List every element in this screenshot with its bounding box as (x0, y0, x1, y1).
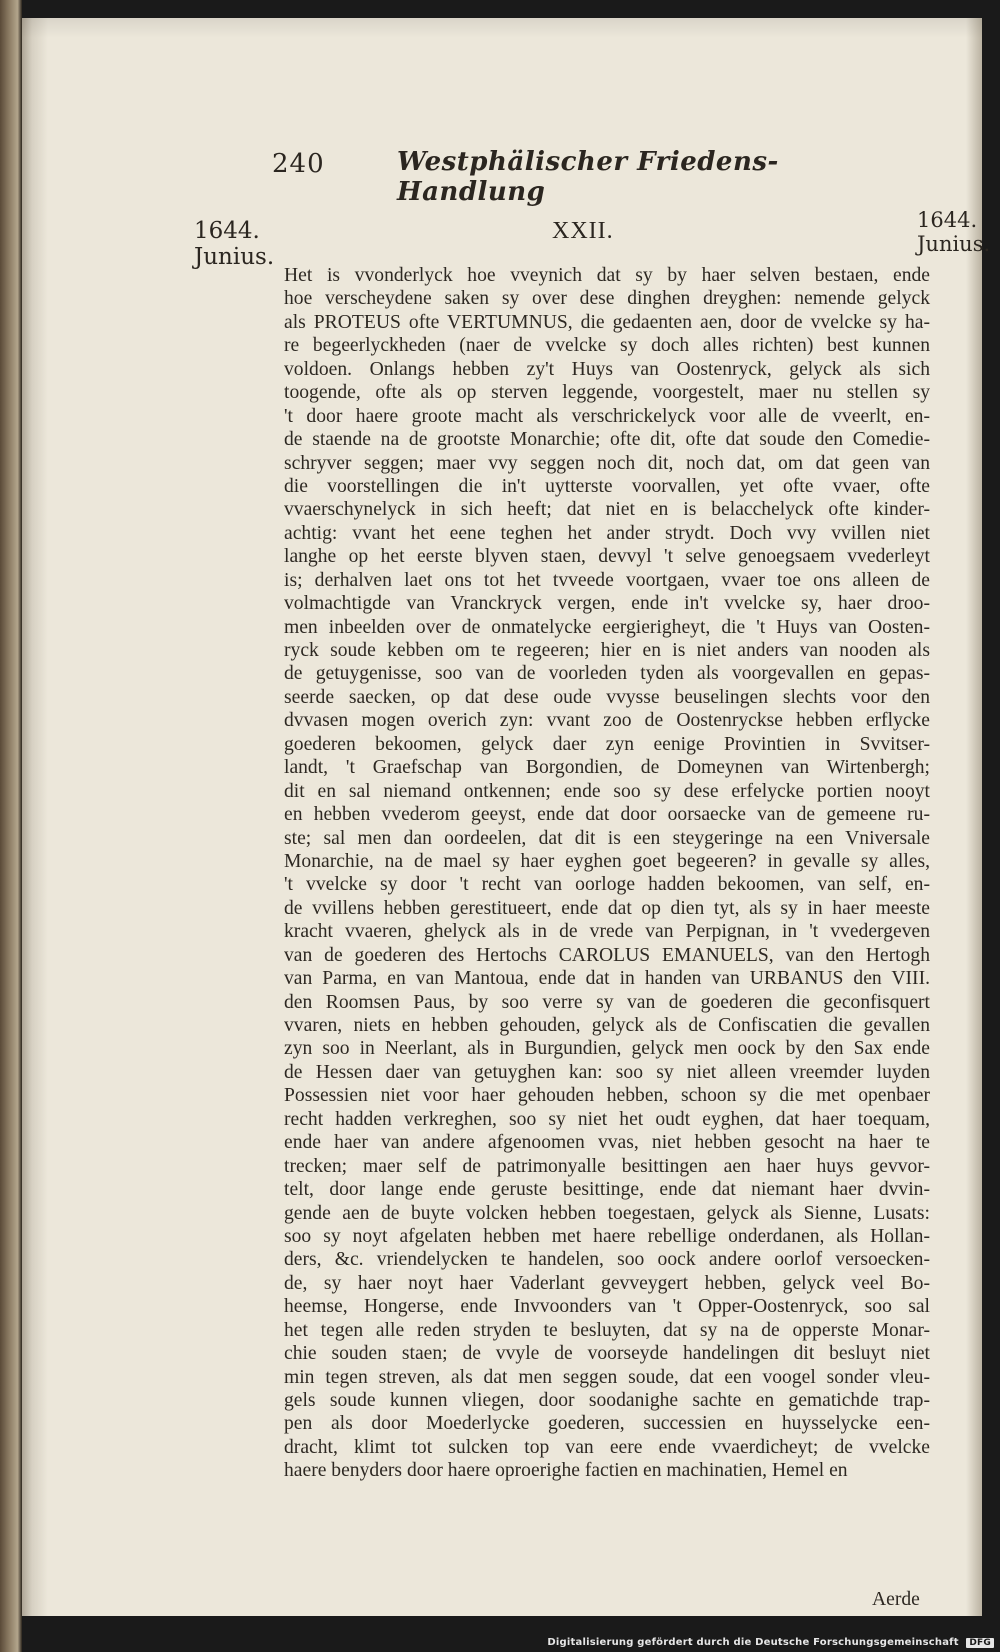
text-line: 't door haere groote macht als verschrickelyck voor alle de vveerlt, en- (284, 405, 930, 427)
text-line: kracht vvaeren, ghelyck als in de vrede van Perpignan, in 't vvedergeven (284, 921, 930, 943)
text-line: langhe op het eerste blyven staen, devvyl 't selve genoegsaem vvederleyt (284, 546, 930, 568)
body-text (284, 264, 930, 1483)
text-line: de, sy haer noyt haer Vaderlant gevveygert hebben, gelyck veel Bo- (284, 1272, 930, 1294)
text-line: gels soude kunnen vliegen, door soodanighe sachte en gematichde trap- (284, 1390, 930, 1411)
left-margin-note (194, 218, 274, 270)
text-line: is; derhalven laet ons tot het tvveede voortgaen, vvaer toe ons alleen de (284, 569, 930, 591)
margin-month: Junius. (917, 232, 991, 256)
text-line: goederen bekoomen, gelyck daer zyn eenige Provintien in Svvitser- (284, 733, 930, 755)
text-line: pen als door Moederlycke goederen, successien en huysselycke een- (284, 1413, 930, 1435)
text-line: ders, &c. vriendelycken te handelen, soo oock andere oorlof versoecken- (284, 1249, 930, 1271)
text-line: de vvillens hebben gerestitueert, ende dat op dien tyt, als sy in haer meeste (284, 897, 930, 919)
catchword: Aerde (872, 1589, 920, 1610)
dfg-logo: DFG (966, 1638, 994, 1648)
text-line: heemse, Hongerse, ende Invvoonders van 't Opper-Oostenryck, soo sal (284, 1296, 930, 1318)
text-line: van de goederen des Hertochs CAROLUS EMANUELS, van den Hertogh (284, 944, 930, 966)
margin-year: 1644. (194, 218, 260, 244)
book-page (22, 18, 991, 1616)
text-line: Monarchie, na de mael sy haer eyghen goet begeeren? in gevalle sy alles, (284, 850, 930, 872)
text-line: telt, door lange ende geruste besittinge, ende dat niemant haer dvvin- (284, 1179, 930, 1201)
text-line: achtig: vvant het eene teghen het ander strydt. Doch vvy vvillen niet (284, 522, 930, 544)
text-line: re begeerlyckheden (naer de vvelcke sy doch alles richten) best kunnen (284, 335, 930, 357)
text-line: ste; sal men dan oordeelen, dat dit is een steygeringe na een Vniversale (284, 827, 930, 849)
page-header (272, 143, 792, 207)
text-line: recht hadden verkreghen, soo sy niet het oudt eyghen, dat haer toequam, (284, 1108, 930, 1130)
text-line: den Roomsen Paus, by soo verre sy van de goederen die geconfisquert (284, 991, 930, 1013)
text-line: haere benyders door haere oproerighe factien en machinatien, Hemel en (284, 1460, 848, 1482)
text-line: soo sy noyt afgelaten hebben met haere rebellige onderdanen, als Hollan- (284, 1225, 930, 1247)
text-line: chie souden staen; de vvyle de voorseyde handelingen dit besluyt niet (284, 1343, 930, 1365)
digitization-footer (547, 1637, 994, 1648)
text-line: als PROTEUS ofte VERTUMNUS, die gedaenten aen, door de vvelcke sy ha- (284, 311, 930, 333)
text-line: de getuygenisse, soo van de voorleden tyden als voorgevallen en gepas- (284, 663, 930, 685)
text-line: het tegen alle reden stryden te besluyten, dat sy na de opperste Monar- (284, 1319, 930, 1341)
text-line: trecken; maer self de patrimonyalle besittingen aen haer huys gevvor- (284, 1155, 930, 1177)
text-line: min tegen streven, als dat men seggen soude, dat een voogel sonder vleu- (284, 1366, 930, 1388)
text-line: landt, 't Graefschap van Borgondien, de Domeynen van Wirtenbergh; (284, 757, 930, 779)
text-line: ende haer van andere afgenoomen vvas, niet hebben gesocht na haer te (284, 1132, 930, 1154)
running-title: Westphälischer Friedens-Handlung (397, 147, 779, 207)
text-line: van Parma, en van Mantoua, ende dat in handen van URBANUS den VIII. (284, 968, 930, 990)
text-line: volmachtigde van Vranckryck vergen, ende in't vvelcke sy, haer droo- (284, 593, 930, 615)
text-line: de staende na de grootste Monarchie; ofte dit, ofte dat soude den Comedie- (284, 429, 930, 451)
text-line: hoe verscheydene saken sy over dese dinghen dreyghen: nemende gelyck (284, 288, 930, 310)
footer-text: Digitalisierung gefördert durch die Deutsche Forschungsgemeinschaft (547, 1637, 959, 1648)
text-line: gende aen de buyte volcken hebben toegestaen, gelyck als Sienne, Lusats: (284, 1202, 930, 1224)
text-line: zyn soo in Neerlant, als in Burgundien, gelyck men oock by den Sax ende (284, 1038, 930, 1060)
text-line: Possessien niet voor haer gehouden hebben, schoon sy die met openbaer (284, 1085, 930, 1107)
text-line: toogende, ofte als op sterven leggende, voorgestelt, maer nu stellen sy (284, 382, 930, 404)
text-line: dracht, klimt tot sulcken top van eere ende vvaerdicheyt; de vvelcke (284, 1436, 930, 1458)
book-page-edge (0, 0, 22, 1652)
text-line: schryver seggen; maer vvy seggen noch dit, noch dat, om dat geen van (284, 452, 930, 474)
text-line: men inbeelden over de onmatelycke eergierigheyt, die 't Huys van Oosten- (284, 616, 930, 638)
section-number: XXII. (552, 218, 614, 244)
text-line: Het is vvonderlyck hoe vveynich dat sy by haer selven bestaen, ende (284, 265, 930, 286)
text-line: vvaren, niets en hebben gehouden, gelyck als de Confiscatien die gevallen (284, 1015, 930, 1036)
text-line: en hebben vvederom geeyst, ende dat door oorsaecke van de gemeene ru- (284, 804, 930, 826)
margin-month: Junius. (194, 244, 275, 270)
text-line: 't vvelcke sy door 't recht van oorloge hadden bekoomen, van self, en- (284, 874, 930, 896)
text-line: die voorstellingen die in't uytterste voorvallen, yet ofte vvaer, ofte (284, 475, 930, 497)
text-line: dit en sal niemand ontkennen; ende soo sy dese erfelycke portien nooyt (284, 780, 930, 802)
right-margin-note (917, 208, 990, 256)
margin-year: 1644. (917, 208, 978, 232)
text-line: dvvasen mogen overich zyn: vvant zoo de Oostenryckse hebben erflycke (284, 710, 930, 732)
text-line: voldoen. Onlangs hebben zy't Huys van Oostenryck, gelyck als sich (284, 358, 930, 380)
text-line: vvaerschynelyck in sich heeft; dat niet en is belacchelyck ofte kinder- (284, 499, 930, 521)
text-line: seerde saecken, op dat dese oude vvysse beuselingen slechts voor den (284, 686, 930, 708)
page-number: 240 (272, 149, 325, 179)
text-line: de Hessen daer van getuyghen kan: soo sy niet alleen vreemder luyden (284, 1061, 930, 1083)
text-line: ryck soude kebben om te regeeren; hier en is niet anders van nooden als (284, 640, 930, 661)
